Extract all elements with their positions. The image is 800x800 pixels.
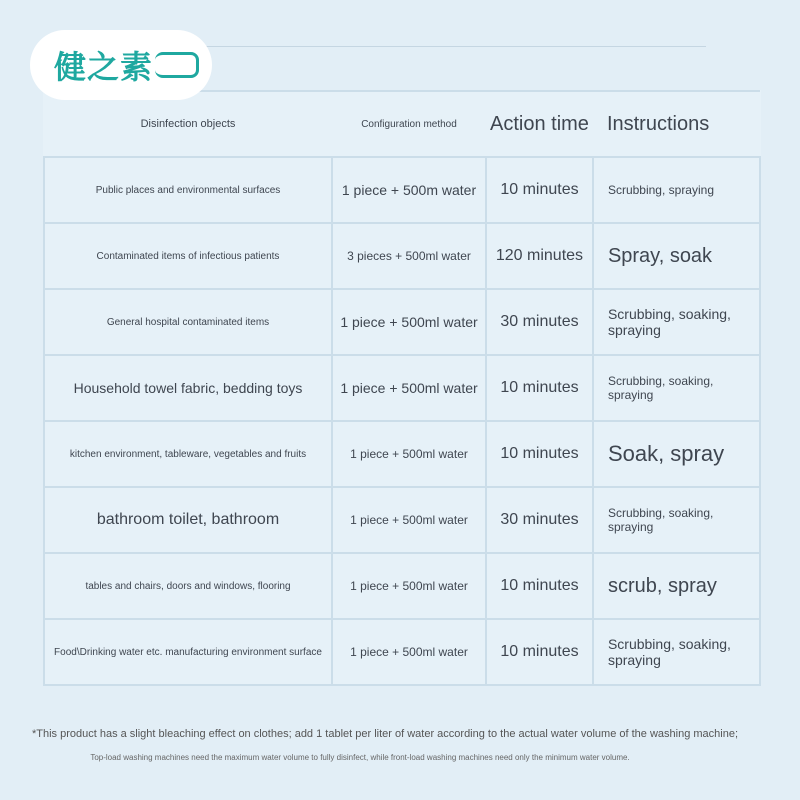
cell-instructions: Scrubbing, soaking, spraying bbox=[593, 289, 760, 355]
cell-object: bathroom toilet, bathroom bbox=[44, 487, 332, 553]
table-row bbox=[44, 619, 760, 685]
table-row bbox=[44, 223, 760, 289]
table-row bbox=[44, 487, 760, 553]
cell-method: 1 piece + 500m water bbox=[332, 157, 486, 223]
cell-time: 30 minutes bbox=[486, 487, 593, 553]
cell-instructions: Scrubbing, soaking, spraying bbox=[593, 619, 760, 685]
note-washing-machine: Top-load washing machines need the maximum water volume to fully disinfect, while front-load washing machines need only the minimum water volume. bbox=[90, 753, 630, 762]
cell-time: 10 minutes bbox=[486, 553, 593, 619]
table-row bbox=[44, 355, 760, 421]
cell-time: 10 minutes bbox=[486, 421, 593, 487]
cell-object: tables and chairs, doors and windows, flooring bbox=[44, 553, 332, 619]
divider bbox=[200, 46, 706, 47]
cell-object: Household towel fabric, bedding toys bbox=[44, 355, 332, 421]
cell-time: 10 minutes bbox=[486, 157, 593, 223]
cross-icon bbox=[155, 52, 199, 78]
cell-method: 1 piece + 500ml water bbox=[332, 553, 486, 619]
cell-instructions: Scrubbing, spraying bbox=[593, 157, 760, 223]
cell-object: Food\Drinking water etc. manufacturing environment surface bbox=[44, 619, 332, 685]
disinfection-table bbox=[43, 90, 761, 686]
note-bleaching: *This product has a slight bleaching effect on clothes; add 1 tablet per liter of water according to the actual water volume of the washing machine; bbox=[31, 728, 739, 740]
cell-instructions: Soak, spray bbox=[593, 421, 760, 487]
logo-text: 健之素 bbox=[54, 49, 154, 85]
cell-instructions: scrub, spray bbox=[593, 553, 760, 619]
cell-time: 10 minutes bbox=[486, 619, 593, 685]
cell-instructions: Scrubbing, soaking, spraying bbox=[593, 487, 760, 553]
header-objects: Disinfection objects bbox=[44, 91, 332, 157]
header-method: Configuration method bbox=[332, 91, 486, 157]
cell-time: 30 minutes bbox=[486, 289, 593, 355]
cell-method: 1 piece + 500ml water bbox=[332, 619, 486, 685]
cell-method: 3 pieces + 500ml water bbox=[332, 223, 486, 289]
header-instructions: Instructions bbox=[593, 91, 760, 157]
cell-method: 1 piece + 500ml water bbox=[332, 355, 486, 421]
table-row bbox=[44, 289, 760, 355]
cell-instructions: Spray, soak bbox=[593, 223, 760, 289]
cell-object: Contaminated items of infectious patients bbox=[44, 223, 332, 289]
cell-object: Public places and environmental surfaces bbox=[44, 157, 332, 223]
cell-object: General hospital contaminated items bbox=[44, 289, 332, 355]
table-row bbox=[44, 421, 760, 487]
header-time: Action time bbox=[486, 91, 593, 157]
cell-object: kitchen environment, tableware, vegetables and fruits bbox=[44, 421, 332, 487]
cell-method: 1 piece + 500ml water bbox=[332, 487, 486, 553]
cell-time: 120 minutes bbox=[486, 223, 593, 289]
table-header bbox=[44, 91, 760, 157]
brand-logo bbox=[30, 30, 212, 100]
cell-time: 10 minutes bbox=[486, 355, 593, 421]
cell-method: 1 piece + 500ml water bbox=[332, 421, 486, 487]
cell-method: 1 piece + 500ml water bbox=[332, 289, 486, 355]
table-row bbox=[44, 157, 760, 223]
cell-instructions: Scrubbing, soaking, spraying bbox=[593, 355, 760, 421]
table-row bbox=[44, 553, 760, 619]
